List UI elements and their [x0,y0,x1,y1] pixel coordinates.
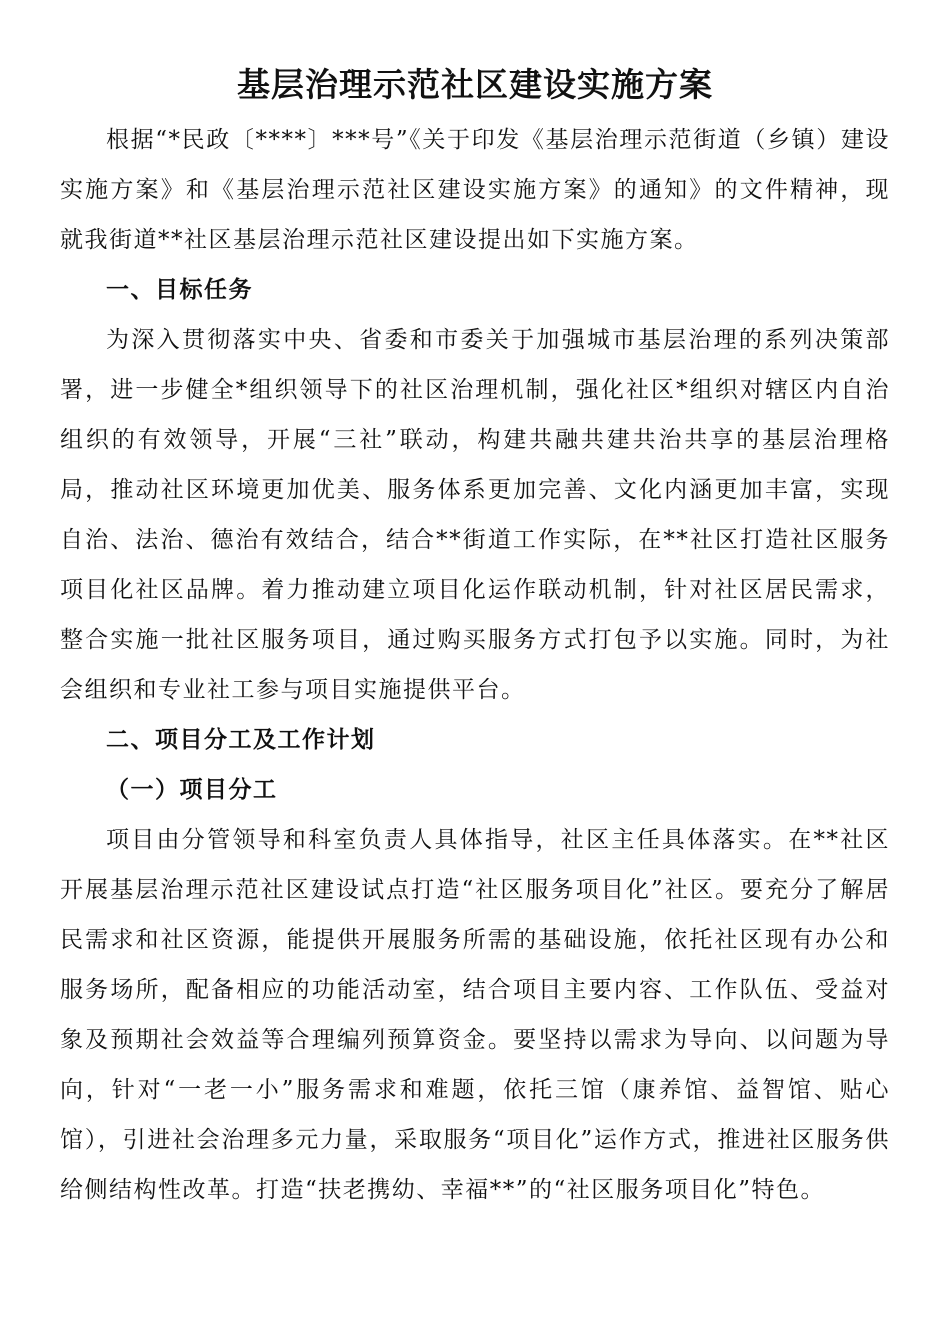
document-page [60,55,890,1215]
subsection-1-paragraph: 项目由分管领导和科室负责人具体指导，社区主任具体落实。在**社区开展基层治理示范社区建设试点打造“社区服务项目化”社区。要充分了解居民需求和社区资源，能提供开展服务所需的基础设施，依托社区现有办公和服务场所，配备相应的功能活动室，结合项目主要内容、工作队伍、受益对象及预期社会效益等合理编列预算资金。要坚持以需求为导向、以问题为导向，针对“一老一小”服务需求和难题，依托三馆（康养馆、益智馆、贴心馆），引进社会治理多元力量，采取服务“项目化”运作方式，推进社区服务供给侧结构性改革。打造“扶老携幼、幸福**”的“社区服务项目化”特色。 [60,827,890,1203]
section-2-heading: 二、项目分工及工作计划 [106,727,376,753]
section-1-heading: 一、目标任务 [106,277,253,303]
section-1-paragraph: 为深入贯彻落实中央、省委和市委关于加强城市基层治理的系列决策部署，进一步健全*组织领导下的社区治理机制，强化社区*组织对辖区内自治组织的有效领导，开展“三社”联动，构建共融共建共治共享的基层治理格局，推动社区环境更加优美、服务体系更加完善、文化内涵更加丰富，实现自治、法治、德治有效结合，结合**街道工作实际，在**社区打造社区服务项目化社区品牌。着力推动建立项目化运作联动机制，针对社区居民需求，整合实施一批社区服务项目，通过购买服务方式打包予以实施。同时，为社会组织和专业社工参与项目实施提供平台。 [60,327,890,703]
intro-paragraph: 根据“*民政〔****〕***号”《关于印发《基层治理示范街道（乡镇）建设实施方案》和《基层治理示范社区建设实施方案》的通知》的文件精神，现就我街道**社区基层治理示范社区建设提出如下实施方案。 [60,127,890,253]
document-title: 基层治理示范社区建设实施方案 [237,65,713,104]
subsection-1-heading: （一）项目分工 [106,777,278,803]
